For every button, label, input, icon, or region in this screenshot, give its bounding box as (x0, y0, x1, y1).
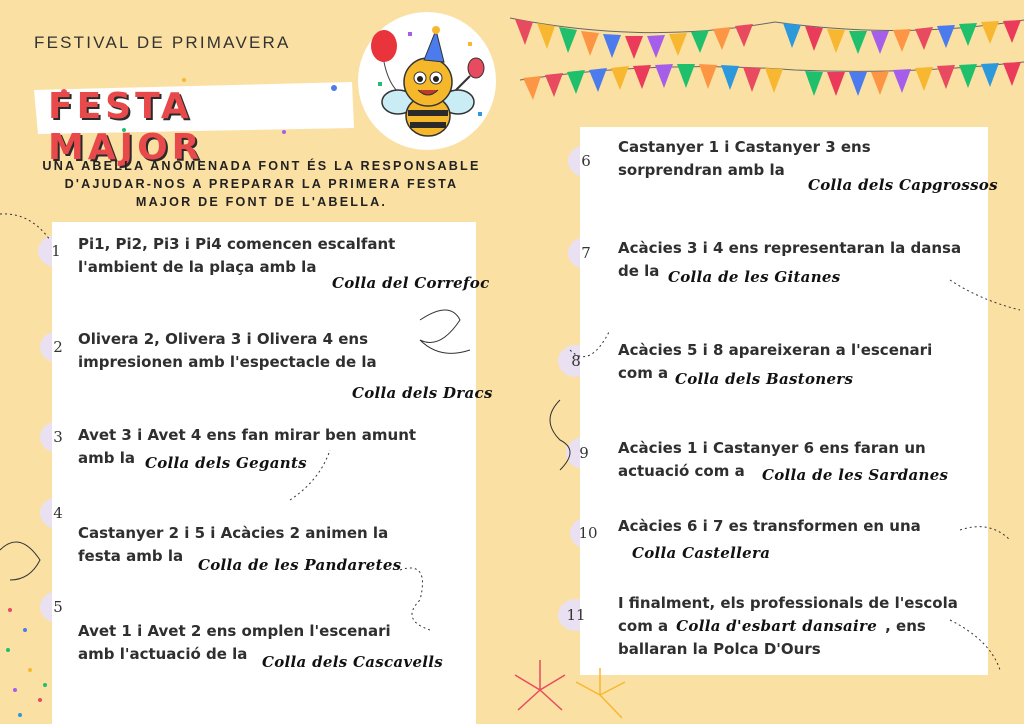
colla-name: Colla Castellera (632, 544, 771, 562)
list-item: Acàcies 6 i 7 es transformen en una (618, 517, 921, 535)
list-item: I finalment, els professionals de l'escola com a Colla d'esbart dansaire , ens ballaran la Polca D'Ours (618, 594, 958, 658)
list-item: Pi1, Pi2, Pi3 i Pi4 comencen escalfant l'ambient de la plaça amb la (78, 235, 396, 276)
colla-name: Colla de les Pandaretes (198, 556, 402, 574)
item-number-11: 11 (562, 602, 590, 628)
item-number-5: 5 (44, 594, 72, 620)
bee-mascot-icon (358, 12, 496, 150)
list-item: Castanyer 1 i Castanyer 3 ens sorprendran amb la (618, 138, 871, 179)
colla-name: Colla dels Capgrossos (808, 176, 998, 194)
colla-name: Colla del Correfoc (332, 274, 490, 292)
item-number-4: 4 (44, 500, 72, 526)
colla-name: Colla dels Gegants (145, 454, 307, 472)
list-item: Avet 1 i Avet 2 ens omplen l'escenari amb l'actuació de la (78, 622, 391, 663)
intro-text: UNA ABELLA ANOMENADA FONT ÉS LA RESPONSABLE D'AJUDAR-NOS A PREPARAR LA PRIMERA FESTA MAJOR DE FONT DE L'ABELLA. (42, 159, 481, 209)
item-number-9: 9 (570, 440, 598, 466)
bunting-decoration (505, 0, 1024, 115)
colla-name: Colla de les Gitanes (668, 268, 841, 286)
item-number-7: 7 (572, 240, 600, 266)
bee-mascot-circle (358, 12, 496, 150)
item-number-8: 8 (562, 348, 590, 374)
colla-name: Colla d'esbart dansaire (676, 617, 878, 635)
banner-title: FESTA MAJOR (48, 86, 204, 168)
item-number-10: 10 (574, 520, 602, 546)
list-item: Olivera 2, Olivera 3 i Olivera 4 ens impresionen amb l'espectacle de la (78, 330, 377, 371)
colla-name: Colla de les Sardanes (762, 466, 949, 484)
item-number-1: 1 (42, 238, 70, 264)
list-item: Castanyer 2 i 5 i Acàcies 2 animen la festa amb la (78, 524, 389, 565)
list-item: Acàcies 5 i 8 apareixeran a l'escenari com a (618, 341, 933, 382)
festival-subtitle: FESTIVAL DE PRIMAVERA (34, 33, 291, 52)
item-number-2: 2 (44, 334, 72, 360)
colla-name: Colla dels Dracs (352, 384, 493, 402)
list-item: Acàcies 1 i Castanyer 6 ens faran un actuació com a (618, 439, 926, 480)
list-item: Acàcies 3 i 4 ens representaran la dansa de la (618, 239, 962, 280)
list-item: Avet 3 i Avet 4 ens fan mirar ben amunt amb la (78, 426, 417, 467)
festa-major-banner (34, 72, 354, 168)
colla-name: Colla dels Cascavells (262, 653, 444, 671)
colla-name: Colla dels Bastoners (675, 370, 854, 388)
item-number-6: 6 (572, 148, 600, 174)
item-number-3: 3 (44, 424, 72, 450)
